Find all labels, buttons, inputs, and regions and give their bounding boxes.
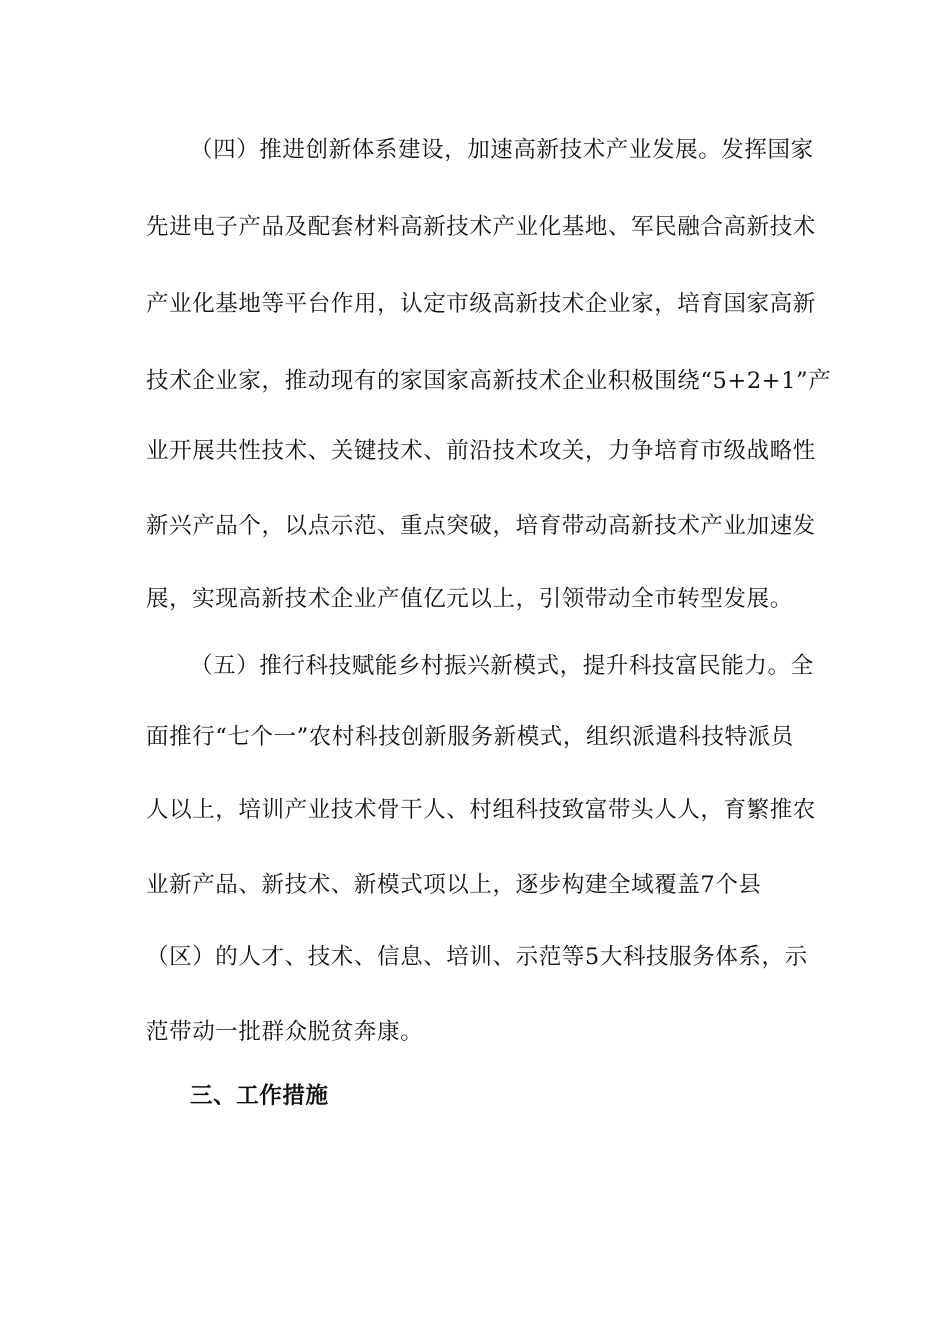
paragraph-4-line-6: 新兴产品个，以点示范、重点突破，培育带动高新技术产业加速发 bbox=[146, 513, 816, 539]
paragraph-5-line-6: 范带动一批群众脱贫奔康。 bbox=[146, 1019, 424, 1045]
paragraph-4-line-1: （四）推进创新体系建设，加速高新技术产业发展。发挥国家 bbox=[190, 137, 814, 163]
section-heading: 三、工作措施 bbox=[190, 1083, 329, 1109]
paragraph-5-line-5: （区）的人才、技术、信息、培训、示范等5大科技服务体系，示 bbox=[146, 944, 808, 970]
paragraph-5-line-4: 业新产品、新技术、新模式项以上，逐步构建全域覆盖7个县 bbox=[146, 872, 762, 898]
paragraph-5-line-2: 面推行“七个一”农村科技创新服务新模式，组织派遣科技特派员 bbox=[146, 724, 794, 750]
paragraph-4-line-3: 产业化基地等平台作用，认定市级高新技术企业家，培育国家高新 bbox=[146, 291, 816, 317]
paragraph-4-line-2: 先进电子产品及配套材料高新技术产业化基地、军民融合高新技术 bbox=[146, 214, 816, 240]
paragraph-4-line-5: 业开展共性技术、关键技术、前沿技术攻关，力争培育市级战略性 bbox=[146, 438, 816, 464]
paragraph-4-line-4: 技术企业家，推动现有的家国家高新技术企业积极围绕“5+2+1”产 bbox=[146, 368, 832, 394]
paragraph-5-line-3: 人以上，培训产业技术骨干人、村组科技致富带头人人，育繁推农 bbox=[146, 797, 816, 823]
paragraph-5-line-1: （五）推行科技赋能乡村振兴新模式，提升科技富民能力。全 bbox=[190, 653, 814, 679]
paragraph-4-line-7: 展，实现高新技术企业产值亿元以上，引领带动全市转型发展。 bbox=[146, 586, 793, 612]
